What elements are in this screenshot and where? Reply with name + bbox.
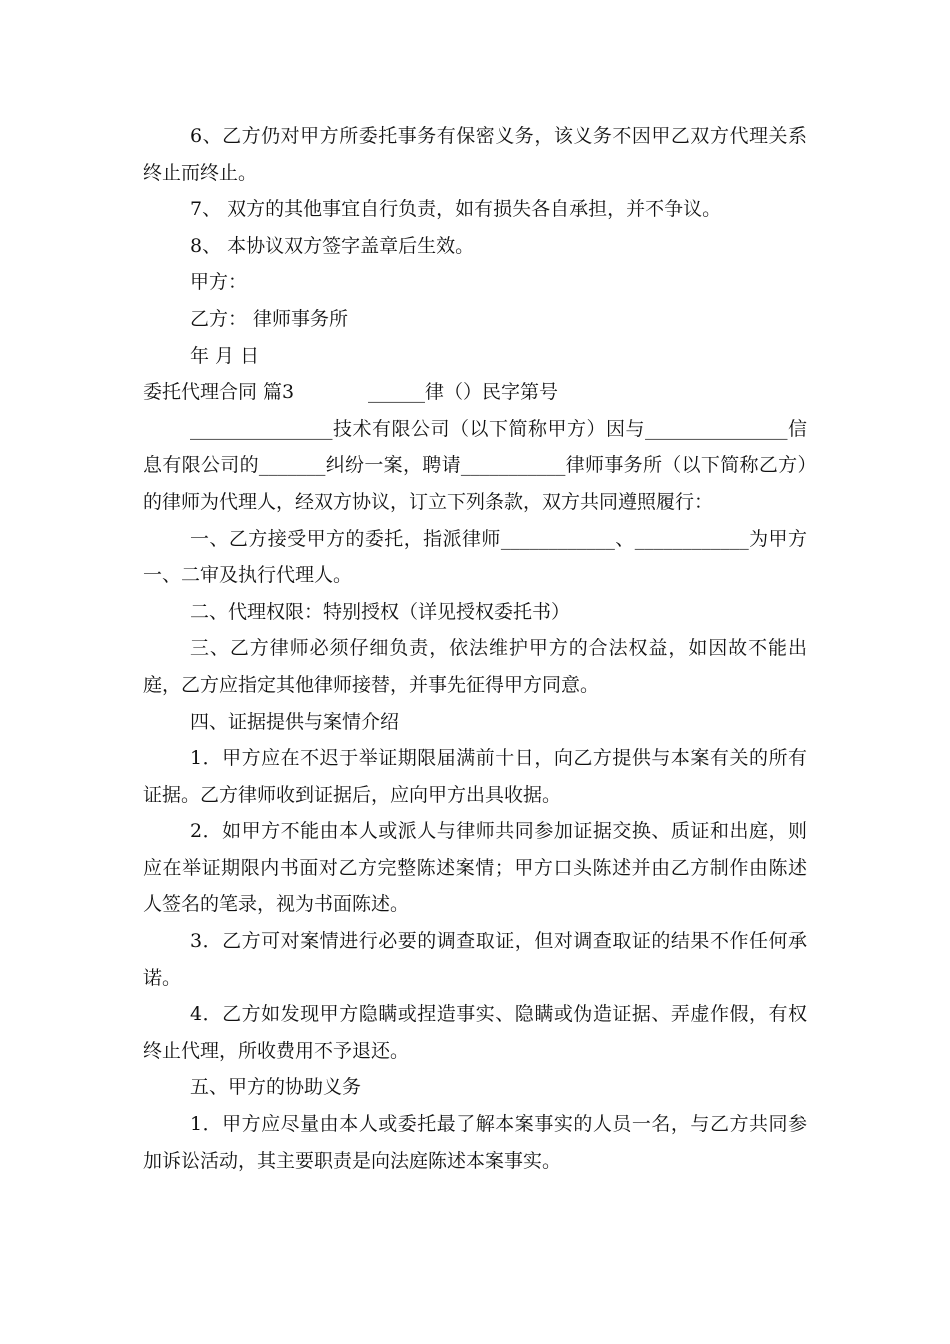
clause-3: 三、乙方律师必须仔细负责，依法维护甲方的合法权益，如因故不能出庭，乙方应指定其他律师接替，并事先征得甲方同意。 <box>143 637 807 696</box>
paragraph-effective: 8、 本协议双方签字盖章后生效。 <box>190 234 475 257</box>
clause-5-item-1: 1．甲方应尽量由本人或委托最了解本案事实的人员一名，与乙方共同参加诉讼活动，其主要职责是向法庭陈述本案事实。 <box>143 1113 807 1172</box>
clause-5-heading: 五、甲方的协助义务 <box>190 1076 362 1099</box>
section-heading <box>143 374 807 411</box>
clause-4-item-2: 2．如甲方不能由本人或派人与律师共同参加证据交换、质证和出庭，则应在举证期限内书面对乙方完整陈述案情；甲方口头陈述并由乙方制作由陈述人签名的笔录，视为书面陈述。 <box>143 820 807 916</box>
clause-4-item-3: 3．乙方可对案情进行必要的调查取证，但对调查取证的结果不作任何承诺。 <box>143 930 807 989</box>
document-page <box>143 118 807 1179</box>
clause-4-item-1: 1．甲方应在不迟于举证期限届满前十日，向乙方提供与本案有关的所有证据。乙方律师收到证据后，应向甲方出具收据。 <box>143 747 807 806</box>
intro-paragraph: _______________技术有限公司（以下简称甲方）因与_______________信息有限公司的_______纠纷一案，聘请___________律师事务所（以下简称乙方）的律师为代理人，经双方协议，订立下列条款，双方共同遵照履行： <box>143 417 807 513</box>
clause-1: 一、乙方接受甲方的委托，指派律师____________、____________为甲方一、二审及执行代理人。 <box>143 527 807 587</box>
clause-4-item-4: 4．乙方如发现甲方隐瞒或捏造事实、隐瞒或伪造证据、弄虚作假，有权终止代理，所收费用不予退还。 <box>143 1003 807 1062</box>
clause-2: 二、代理权限：特别授权（详见授权委托书） <box>190 600 571 623</box>
date-line: 年 月 日 <box>190 344 260 367</box>
case-number: ______律（）民字第号 <box>368 381 559 404</box>
paragraph-other-matters: 7、 双方的其他事宜自行负责，如有损失各自承担，并不争议。 <box>190 198 722 221</box>
section-title: 委托代理合同 篇3 <box>143 381 295 404</box>
party-a-signature: 甲方： <box>190 271 248 294</box>
party-b-signature: 乙方： 律师事务所 <box>190 307 349 330</box>
clause-4-heading: 四、证据提供与案情介绍 <box>190 710 400 733</box>
paragraph-confidentiality: 6、乙方仍对甲方所委托事务有保密义务，该义务不因甲乙双方代理关系终止而终止。 <box>143 125 807 184</box>
